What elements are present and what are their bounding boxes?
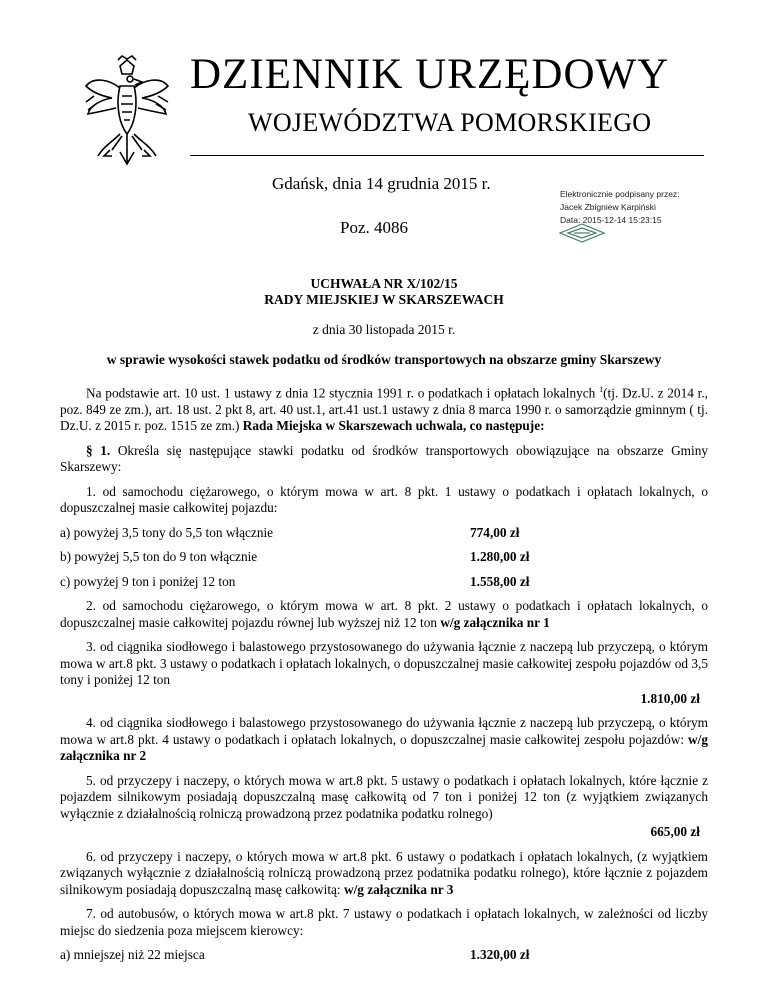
rate-row: c) powyżej 9 ton i poniżej 12 ton 1.558,00 zł (60, 573, 530, 589)
journal-title: DZIENNIK URZĘDOWY (190, 51, 670, 98)
masthead-divider (190, 155, 704, 156)
section-1: § 1. Określa się następujące stawki podatku od środków transportowych obowiązujące na obszarze Gminy Skarszewy: (60, 442, 709, 475)
resolution-subject: w sprawie wysokości stawek podatku od środków transportowych na obszarze gminy Skarszewy (106, 352, 662, 367)
polish-eagle-emblem-icon (82, 52, 172, 170)
rate-row: a) powyżej 3,5 tony do 5,5 ton włącznie 774,00 zł (60, 524, 520, 540)
signature-line-3: Data: 2015-12-14 15:23:15 (560, 215, 662, 225)
position-number: Poz. 4086 (340, 218, 408, 237)
footnote-mark: 1 (599, 385, 604, 394)
journal-subtitle: WOJEWÓDZTWA POMORSKIEGO (248, 108, 652, 137)
rate-row: a) mniejszej niż 22 miejsca 1.320,00 zł (60, 947, 530, 963)
document-body (60, 382, 708, 972)
resolution-number: UCHWAŁA NR X/102/15 (310, 276, 458, 291)
item-6: 6. od przyczepy i naczepy, o których mowa w art.8 pkt. 6 ustawy o podatkach i opłatach lokalnych, (z wyjątkiem związanych wyłącznie z działalnością rolniczą prowadzoną przez podatnika podatku rolnego), które łącznie z pojazdem silnikowym posiadają dopuszczalną masę całkowitą: w/g załącznika nr 3 (60, 848, 708, 897)
item-5-amount: 665,00 zł (650, 824, 700, 840)
resolution-date: z dnia 30 listopada 2015 r. (312, 322, 456, 337)
item-3-amount: 1.810,00 zł (640, 690, 700, 706)
item-7: 7. od autobusów, o których mowa w art.8 pkt. 7 ustawy o podatkach i opłatach lokalnych, w zależności od liczby miejsc do siedzenia poza miejscem kierowcy: (60, 906, 708, 938)
council-name: RADY MIEJSKIEJ W SKARSZEWACH (264, 292, 504, 307)
item-4: 4. od ciągnika siodłowego i balastowego przystosowanego do używania łącznie z naczepą lub przyczepą, o którym mowa w art.8 pkt. 4 ustawy o podatkach i opłatach lokalnych, o dopuszczalnej masie całkowitej zespołu pojazdów: w/g załącznika nr 2 (60, 715, 708, 764)
preamble: Na podstawie art. 10 ust. 1 ustawy z dnia 12 stycznia 1991 r. o podatkach i opłatach lokalnych $^1$(tj. Dz.U. z 2014 r., poz. 849 ze zm.), art. 18 ust. 2 pkt 8, art. 40 ust.1, art.41 ust.1 ustawy z dnia 8 marca 1990 r. o samorządzie gminnym ( tj. Dz.U. z 2015 r. poz. 1515 ze zm.) Rada Miejska w Skarszewach uchwala, co następuje: (60, 385, 709, 434)
item-3: 3. od ciągnika siodłowego i balastowego przystosowanego do używania łącznie z naczepą lub przyczepą, o którym mowa w art.8 pkt. 3 ustawy o podatkach i opłatach lokalnych, o dopuszczalnej masie całkowitej zespołu pojazdów od 3,5 tony i poniżej 12 ton (60, 639, 708, 688)
signature-line-1: Elektronicznie podpisany przez: (560, 189, 680, 199)
item-5: 5. od przyczepy i naczepy, o których mowa w art.8 pkt. 5 ustawy o podatkach i opłatach lokalnych, które łącznie z pojazdem silnikowym posiadają dopuszczalną masę całkowitą od 7 ton i poniżej 12 ton (z wyjątkiem związanych wyłącznie z działalnością rolniczą prowadzoną przez podatnika podatku rolnego) (60, 772, 708, 821)
signature-line-2: Jacek Zbigniew Karpiński (560, 202, 656, 212)
rate-row: b) powyżej 5,5 ton do 9 ton włącznie 1.280,00 zł (60, 549, 530, 565)
item-1: 1. od samochodu ciężarowego, o którym mowa w art. 8 pkt. 1 ustawy o podatkach i opłatach lokalnych, o dopuszczalnej masie całkowitej pojazdu: (60, 483, 708, 516)
signature-seal-icon (552, 222, 612, 244)
place-date: Gdańsk, dnia 14 grudnia 2015 r. (272, 174, 491, 193)
item-2: 2. od samochodu ciężarowego, o którym mowa w art. 8 pkt. 2 ustawy o podatkach i opłatach lokalnych, o dopuszczalnej masie całkowitej pojazdu równej lub wyższej niż 12 ton w/g załącznika nr 1 (60, 598, 708, 630)
